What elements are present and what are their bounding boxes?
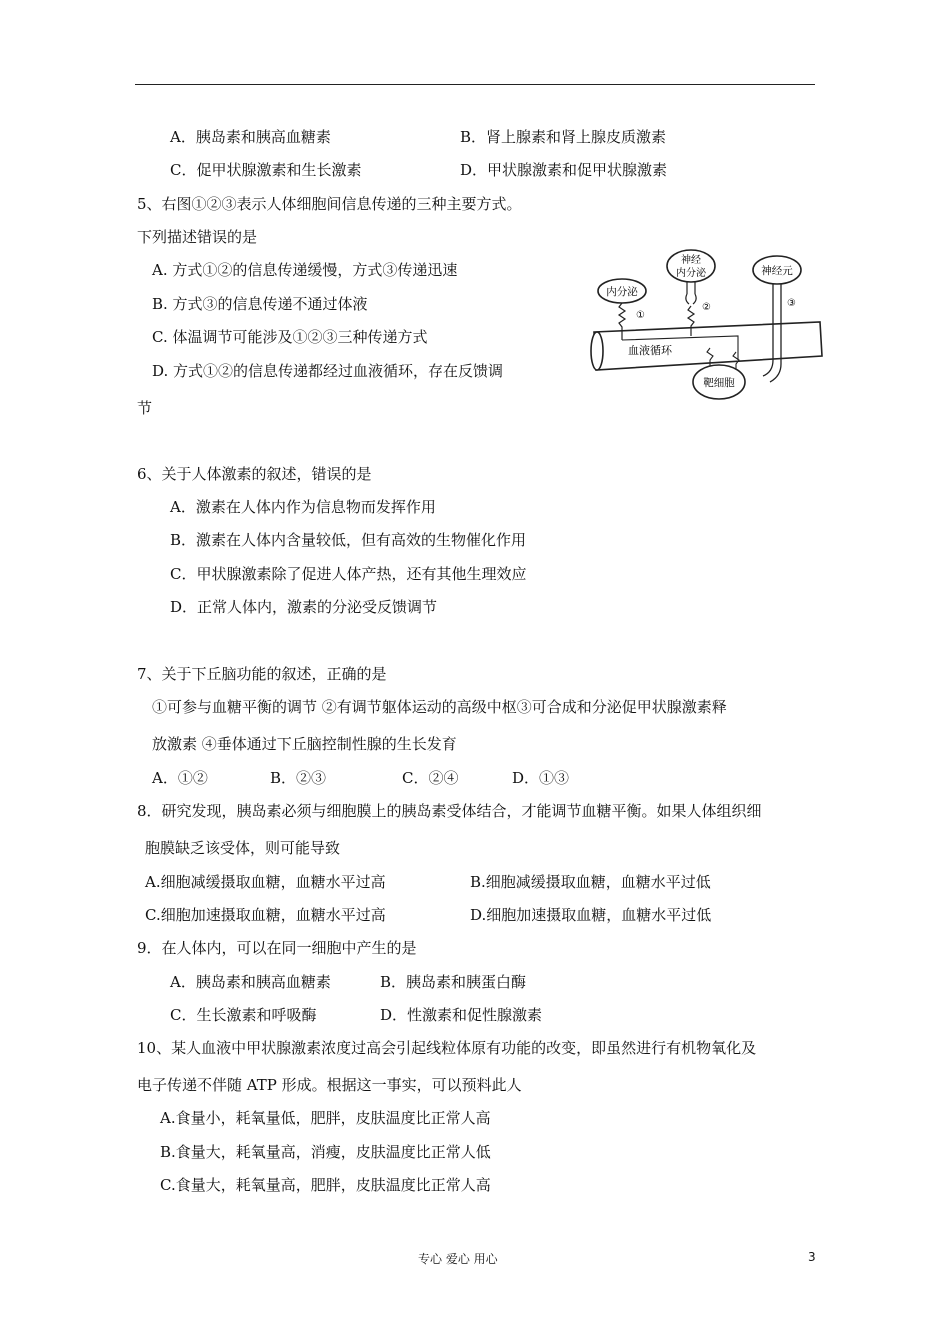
q10-option-c: C.食量大，耗氧量高，肥胖，皮肤温度比正常人高 xyxy=(160,1176,491,1194)
q10-stem: 10、某人血液中甲状腺激素浓度过高会引起线粒体原有功能的改变，即虽然进行有机物氧化及 xyxy=(137,1039,757,1057)
q5-option-d: D. 方式①②的信息传递都经过血液循环，存在反馈调 xyxy=(152,362,504,380)
q5-stem-2: 下列描述错误的是 xyxy=(137,228,258,246)
neuroendocrine-label-2: 内分泌 xyxy=(676,268,706,279)
q7-items-cont: 放激素 ④垂体通过下丘脑控制性腺的生长发育 xyxy=(152,735,457,753)
q8-stem-2: 胞膜缺乏该受体，则可能导致 xyxy=(145,839,341,857)
q4-option-d: D．甲状腺激素和促甲状腺激素 xyxy=(460,161,668,179)
q7-option-b: B．②③ xyxy=(270,769,327,787)
blood-label: 血液循环 xyxy=(628,344,672,357)
q7-option-d: D．①③ xyxy=(512,769,570,787)
q7-option-a: A．①② xyxy=(152,769,208,787)
q6-option-a: A．激素在人体内作为信息物而发挥作用 xyxy=(170,498,436,516)
q6-option-d: D．正常人体内，激素的分泌受反馈调节 xyxy=(170,598,438,616)
target-label: 靶细胞 xyxy=(703,377,735,389)
q6-option-b: B．激素在人体内含量较低，但有高效的生物催化作用 xyxy=(170,531,527,549)
q5-option-a: A. 方式①②的信息传递缓慢，方式③传递迅速 xyxy=(152,261,458,279)
q4-option-b: B．肾上腺素和肾上腺皮质激素 xyxy=(460,128,667,146)
q7-items: ①可参与血糖平衡的调节 ②有调节躯体运动的高级中枢③可合成和分泌促甲状腺激素释 xyxy=(152,698,727,716)
page-number: 3 xyxy=(808,1250,816,1264)
q4-option-a: A．胰岛素和胰高血糖素 xyxy=(170,128,331,146)
q10-option-b: B.食量大，耗氧量高，消瘦，皮肤温度比正常人低 xyxy=(160,1143,491,1161)
neuron-label: 神经元 xyxy=(761,265,793,277)
q8-option-d: D.细胞加速摄取血糖，血糖水平过低 xyxy=(470,906,712,924)
q8-option-b: B.细胞减缓摄取血糖，血糖水平过低 xyxy=(470,873,711,891)
axon xyxy=(687,282,695,294)
marker-1: ① xyxy=(636,310,645,321)
neuroendocrine-label-1: 神经 xyxy=(681,255,701,266)
q9-option-a: A．胰岛素和胰高血糖素 xyxy=(170,973,331,991)
q5-stem: 5、右图①②③表示人体细胞间信息传递的三种主要方式。 xyxy=(137,195,522,213)
q4-option-c: C．促甲状腺激素和生长激素 xyxy=(170,161,362,179)
q5-option-b: B. 方式③的信息传递不通过体液 xyxy=(152,295,368,313)
marker-2: ② xyxy=(702,302,711,313)
q6-option-c: C．甲状腺激素除了促进人体产热，还有其他生理效应 xyxy=(170,565,527,583)
q10-option-a: A.食量小，耗氧量低，肥胖，皮肤温度比正常人高 xyxy=(160,1109,491,1127)
q9-stem: 9．在人体内，可以在同一细胞中产生的是 xyxy=(137,939,417,957)
q9-option-c: C．生长激素和呼吸酶 xyxy=(170,1006,317,1024)
header-rule xyxy=(135,84,815,85)
blood-vessel xyxy=(591,322,822,370)
q5-option-c: C. 体温调节可能涉及①②③三种传递方式 xyxy=(152,328,428,346)
q10-stem-2: 电子传递不伴随 ATP 形成。根据这一事实，可以预料此人 xyxy=(137,1076,522,1094)
marker-3: ③ xyxy=(787,298,796,309)
endocrine-label: 内分泌 xyxy=(606,286,638,298)
axon-terminal xyxy=(686,294,696,304)
q8-stem: 8．研究发现，胰岛素必须与细胞膜上的胰岛素受体结合，才能调节血糖平衡。如果人体组织细 xyxy=(137,802,762,820)
footer-motto: 专心 爱心 用心 xyxy=(418,1252,498,1266)
q8-option-c: C.细胞加速摄取血糖，血糖水平过高 xyxy=(145,906,386,924)
q9-option-d: D．性激素和促性腺激素 xyxy=(380,1006,543,1024)
q7-stem: 7、关于下丘脑功能的叙述，正确的是 xyxy=(137,665,387,683)
q6-stem: 6、关于人体激素的叙述，错误的是 xyxy=(137,465,372,483)
cell-signaling-diagram xyxy=(588,248,828,408)
q7-option-c: C．②④ xyxy=(402,769,459,787)
q5-option-d-cont: 节 xyxy=(137,399,153,417)
q9-option-b: B．胰岛素和胰蛋白酶 xyxy=(380,973,527,991)
q8-option-a: A.细胞减缓摄取血糖，血糖水平过高 xyxy=(145,873,386,891)
